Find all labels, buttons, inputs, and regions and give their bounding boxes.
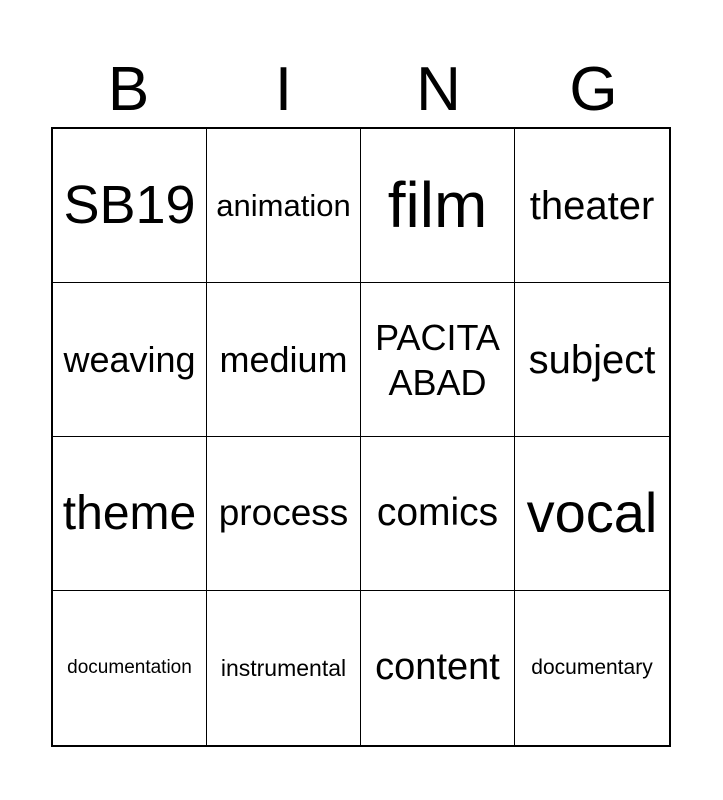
bingo-cell[interactable] (361, 591, 515, 745)
cell-label: vocal (526, 481, 658, 545)
cell-label: animation (216, 187, 351, 223)
bingo-cell[interactable] (515, 283, 669, 437)
bingo-cell[interactable] (53, 129, 207, 283)
bingo-cell[interactable] (207, 283, 361, 437)
bingo-cell[interactable] (361, 437, 515, 591)
bingo-cell[interactable] (515, 129, 669, 283)
cell-label: subject (528, 337, 656, 382)
header-letter-g: G (569, 55, 618, 124)
bingo-cell[interactable] (361, 283, 515, 437)
bingo-cell[interactable] (515, 591, 669, 745)
header-letter-b: B (107, 55, 150, 124)
bingo-cell[interactable] (515, 437, 669, 591)
cell-label: documentary (531, 655, 653, 679)
cell-label: SB19 (63, 175, 196, 236)
header-letter-i: I (274, 55, 293, 124)
cell-label: process (218, 492, 349, 534)
cell-label: content (375, 646, 500, 689)
bingo-board (51, 127, 671, 747)
header-letter-n: N (416, 55, 461, 124)
cell-label: instrumental (220, 654, 347, 681)
bingo-cell[interactable] (207, 129, 361, 283)
cell-label: film (387, 168, 488, 241)
bingo-cell[interactable] (53, 591, 207, 745)
cell-label: documentation (67, 657, 192, 679)
cell-label: comics (376, 491, 499, 535)
bingo-cell[interactable] (53, 283, 207, 437)
bingo-cell[interactable] (53, 437, 207, 591)
bingo-cell[interactable] (207, 591, 361, 745)
cell-label: PACITA ABAD (375, 316, 500, 403)
bingo-header (51, 52, 671, 128)
bingo-cell[interactable] (361, 129, 515, 283)
cell-label: weaving (63, 338, 196, 380)
cell-label: theme (62, 486, 197, 540)
bingo-cell[interactable] (207, 437, 361, 591)
cell-label: theater (529, 183, 655, 228)
cell-label: medium (219, 338, 348, 380)
